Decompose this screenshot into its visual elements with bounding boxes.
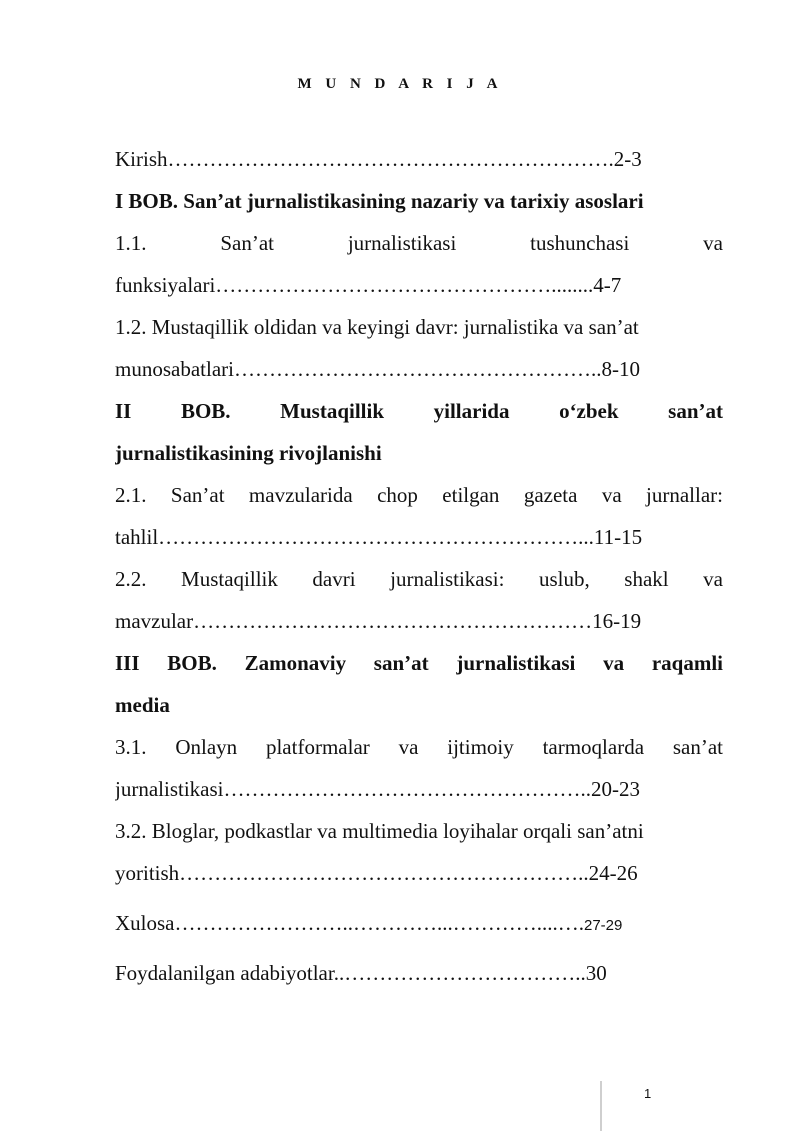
toc-word: tushunchasi xyxy=(530,231,630,255)
toc-chapter-3-heading-cont: media xyxy=(115,693,170,717)
toc-chapter-2-heading xyxy=(115,398,723,424)
toc-word: o‘zbek xyxy=(559,399,619,423)
toc-word: Mustaqillik xyxy=(280,399,385,423)
toc-entry-xulosa-pages: 27-29 xyxy=(584,917,623,934)
page-number: 1 xyxy=(644,1086,652,1101)
toc-entry-3-2: 3.2. Bloglar, podkastlar va multimedia loyihalar orqali san’atni xyxy=(115,819,644,843)
toc-entry-bibliography: Foydalanilgan adabiyotlar..……………………………..30 xyxy=(115,961,607,985)
toc-entry-2-2-cont: mavzular…………………………………………………16-19 xyxy=(115,609,642,633)
page-title: M U N D A R I J A xyxy=(297,76,503,92)
toc-word: BOB. xyxy=(180,399,231,423)
toc-entry-1-1 xyxy=(115,230,723,256)
toc-word: 1.1. xyxy=(115,231,147,255)
toc-entry-3-2-cont: yoritish…………………………………………………..24-26 xyxy=(115,861,638,885)
toc-chapter-1-heading: I BOB. San’at jurnalistikasining nazariy va tarixiy asoslari xyxy=(115,189,644,213)
toc-chapter-3-heading: III BOB. Zamonaviy san’at jurnalistikasi va raqamli xyxy=(115,651,723,675)
toc-entry-3-1: 3.1. Onlayn platformalar va ijtimoiy tarmoqlarda san’at xyxy=(115,735,723,759)
page-margin-rule xyxy=(600,1081,602,1131)
toc-entry-1-2-cont: munosabatlari……………………………………………..8-10 xyxy=(115,357,640,381)
toc-entry-2-1: 2.1. San’at mavzularida chop etilgan gazeta va jurnallar: xyxy=(115,483,723,507)
toc-word: yillarida xyxy=(433,399,510,423)
toc-entry-2-1-cont: tahlil……………………………………………………...11-15 xyxy=(115,525,643,549)
toc-entry-1-2: 1.2. Mustaqillik oldidan va keyingi davr: jurnalistika va san’at xyxy=(115,315,639,339)
toc-entry-1-1-cont: funksiyalari…………………………………………........4-7 xyxy=(115,273,622,297)
toc-chapter-2-heading-cont: jurnalistikasining rivojlanishi xyxy=(115,441,382,465)
toc-word: jurnalistikasi xyxy=(347,231,457,255)
toc-word: va xyxy=(703,231,723,255)
toc-entry-2-2: 2.2. Mustaqillik davri jurnalistikasi: uslub, shakl va xyxy=(115,567,723,591)
toc-word: II xyxy=(115,399,132,423)
toc-word: San’at xyxy=(220,231,274,255)
toc-entry-3-1-cont: jurnalistikasi……………………………………………..20-23 xyxy=(115,777,640,801)
toc-entry-xulosa-text: Xulosa……………………..…………...…………....…. xyxy=(115,911,584,935)
toc-entry-xulosa xyxy=(115,910,723,939)
toc-word: san’at xyxy=(668,399,723,423)
toc-entry-kirish: Kirish……………………………………………………….2-3 xyxy=(115,147,642,171)
